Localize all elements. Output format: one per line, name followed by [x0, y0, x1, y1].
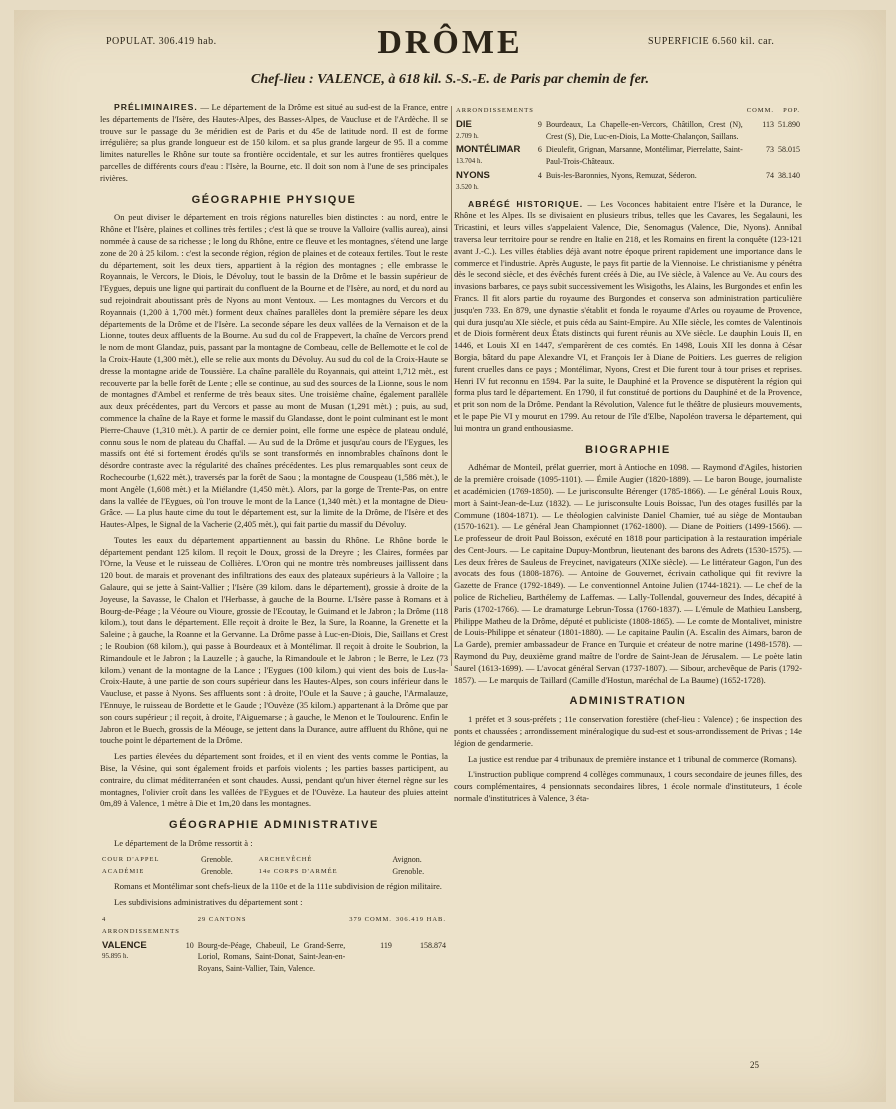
- abrege-text: — Les Voconces habitaient entre l'Isère et la Durance, le Rhône et les Alpes. Ils se divisaient en plusieurs tribus, telles que les Cavares, les Segalauni, les Tricastini, et leurs villes s'appelaient Valence, Die, Senomagus (Valence, Die, Nyons). Annibal traversa leur territoire pour se rendre en Italie en 218, et les Romains en firent la conquête (123-121 avant J.-C.). Les villes établies déjà avant notre époque prirent rapidement une importance dans le commerce et l'industrie. Après Auguste, le pays fit partie de la Viennoise. Le christianisme y pénétra dès le second siècle, et des évêchés furent créés à Die, au IVe siècle, à Valence au Ve. Au cours des invasions barbares, ce pays subit successivement les Wisigoths, les Alains, les Burgondes et enfin les Francs. Il fit alors partie du royaume des Burgondes et conserva son administration particulière jusqu'en 733. En 879, une dynastie s'établit et fonda le royaume d'Arles ou royaume de Provence, qui dura jusqu'au XIe siècle, et puis céda au Saint-Empire. Au XIIe siècle, les comtes de Valentinois et de Diois formèrent deux États distincts qui furent réunis au XVe siècle. Le dauphin Louis II, en 1446, et Louis XI en 1447, s'emparèrent de ces comtés. En 1498, Louis XII les donna à César Borgia, bâtard du pape Alexandre VI, et François Ier à Diane de Poitiers. Les guerres de religion furent cruelles dans ce pays ; Montélimar, Nyons, Crest et Die furent tour à tour prises et reprises. Henri IV fut reconnu en 1594. Par la suite, le Dauphiné et la Provence se disputèrent la région qui forma plus tard le département. En 1790, il fut constitué de portions du Dauphiné et de la Provence, et prit son nom de la Drôme. Pendant la Révolution, Valence fut le théâtre de plusieurs mouvements, et le pape Pie VI y mourut en 1799. Au retour de l'île d'Elbe, Napoléon traversa le département, qui lui montra un grand enthousiasme.: [454, 198, 802, 433]
- arr-col-label: ARRONDISSEMENTS: [456, 107, 534, 114]
- valence-table: [100, 913, 448, 976]
- geo-admin-intro: Le département de la Drôme ressortit à :: [114, 838, 253, 849]
- table-row: [100, 939, 448, 976]
- left-column: [100, 102, 448, 980]
- corps-value: Grenoble.: [392, 866, 425, 876]
- col-comm-label: 379 COMM.: [349, 916, 392, 923]
- arr-name: VALENCE: [102, 939, 147, 951]
- arr-hab: 38.140: [778, 170, 800, 180]
- arr-comm: 113: [762, 119, 774, 129]
- arr-canton-count: 10: [185, 940, 194, 950]
- admin-paragraph-3: L'instruction publique comprend 4 collèges communaux, 1 cours secondaire de jeunes filles, des cours complémentaires, 4 pensionnats secondaires libres, 1 école normale d'instituteurs, 1 école normale d'institutrices à Valence, 3 éta-: [454, 769, 802, 804]
- academie-value: Grenoble.: [201, 866, 233, 876]
- geo-admin-heading: GÉOGRAPHIE ADMINISTRATIVE: [169, 819, 379, 832]
- page-title: DRÔME: [377, 24, 523, 61]
- arr-name: MONTÉLIMAR: [456, 144, 521, 156]
- arr-cantons: Buis-les-Baronnies, Nyons, Remuzat, Séderon.: [545, 170, 697, 180]
- right-column: [454, 102, 802, 809]
- atlas-page: [14, 10, 886, 1102]
- pop-col-label: POP.: [783, 107, 800, 114]
- geo-admin-subdivision: Romans et Montélimar sont chefs-lieux de la 110e et de la 111e subdivision de région militaire.: [114, 881, 442, 892]
- arr-cantons: Dieulefit, Grignan, Marsanne, Montélimar, Pierrelatte, Saint-Paul-Trois-Châteaux.: [545, 145, 743, 167]
- arr-comm: 119: [380, 940, 392, 950]
- academie-label: ACADÉMIE: [102, 867, 145, 875]
- arr-cantons: Bourdeaux, La Chapelle-en-Vercors, Châtillon, Crest (N), Crest (S), Die, Luc-en-Diois, La Motte-Chalançon, Saillans.: [545, 119, 743, 141]
- geo-phys-paragraph-3: Les parties élevées du département sont froides, et il en vient des vents comme le Pontias, la Bise, la Vésine, qui sont également froids et parfois violents ; les parties basses participent, au contraire, du climat méditerranéen et sont chaudes. Aussi, pendant qu'un hiver éternel règne sur les montagnes, l'olivier croît dans les vallées de l'Eygues et de l'Ouvèze. La hauteur des pluies atteint 0m,89 à Valence, 1 mètre à Die et 1m,20 dans les montagnes.: [100, 751, 448, 809]
- admin-heading: ADMINISTRATION: [569, 695, 687, 708]
- arr-pop: 3.520 h.: [456, 182, 479, 191]
- geo-phys-heading: GÉOGRAPHIE PHYSIQUE: [191, 193, 357, 206]
- arr-comm: 74: [766, 170, 774, 180]
- arr-hab: 58.015: [778, 145, 800, 155]
- prelim-text: — Le département de la Drôme est situé au sud-est de la France, entre les départements de l'Isère, des Hautes-Alpes, des Basses-Alpes, de Vaucluse et de l'Ardèche. Il se trouve sur le passage du 3e méridien est de Paris et du 45e de latitude nord. Il est de forme irrégulière; sa plus grande longueur est de 150 kilom. et sa plus grande largeur de 95. Il a comme limites naturelles le Rhône sur toute sa frontière occidentale, et sur les autres frontières quelques parcelles de différents cours d'eau : l'Isère, la Bourne, etc. Il doit son nom à l'une de ses principales rivières.: [100, 102, 448, 183]
- comm-col-label: COMM.: [746, 107, 774, 114]
- admin-paragraph-2: La justice est rendue par 4 tribunaux de première instance et 1 tribunal de commerce (Romans).: [468, 753, 797, 764]
- table-row: [454, 118, 802, 144]
- archeveche-value: Avignon.: [392, 854, 422, 864]
- bio-heading: BIOGRAPHIE: [585, 443, 671, 456]
- arr-cantons: Bourg-de-Péage, Chabeuil, Le Grand-Serre, Loriol, Romans, Saint-Donat, Saint-Jean-en-Royans, Saint-Vallier, Tain, Valence.: [197, 940, 346, 974]
- page-subtitle: Chef-lieu : VALENCE, à 618 kil. S.-S.-E. de Paris par chemin de fer.: [251, 72, 649, 87]
- cour-label: COUR D'APPEL: [102, 855, 160, 863]
- arr-pop: 13.704 h.: [456, 157, 483, 166]
- geo-phys-paragraph-1: On peut diviser le département en trois régions naturelles bien distinctes : au nord, entre le Rhône et l'Isère, plaines et collines très fertiles ; c'est là que se trouve la Valloire (vallis aurea), ainsi nommée à cause de sa richesse ; le long du Rhône, entre ce fleuve et les montagnes, s'étend une large zone de 20 à 25 kilom. : c'est la seconde région, région de plaines et de coteaux fertiles. Tout le reste du département, soit les deux tiers, appartient à la région des montagnes ; elle embrasse le Royannais, le Vercors, le Diois, le Dévoluy, tout le bassin de la Drôme et le bassin supérieur de l'Eygues, depuis une ligne qui partirait du confluent de la Bourne et de l'Isère, au nord, et du nord au sud rejoindrait aboutissant près de Nyons au mont Ventoux. — Les montagnes du Vercors et du Royannais (1,200 à 1,700 mèt.) forment deux chaînes parallèles dont la première sépare les deux départements de la Drôme et de l'Isère. La seconde sépare les deux vallées de la Vernaison et de la Lionne, toutes deux affluents de la Bourne. Au sud du col de Frappevert, la chaîne de Vercors prend le nom de mont Glandaz, puis, passant par la montagne de Combeau, celle de Bellemotte et le col de la Croix-Haute (1,300 mèt.), elle se relie aux monts du Dévoluy. Au sud du col de la Croix-Haute se dresse la montagne aride de Toussière. La chaîne parallèle du Royannais, qui atteint 1,712 mèt., est recouverte par la belle forêt de Lente ; elle se continue, au sud des sources de la Lionne, sous le nom de montagnes d'Ambel et renferme de très beaux sites. Une troisième chaîne, également parallèle aux deux précédentes, part du Vercors et passe au mont de Musan (1,291 mèt.) ; puis, au sud, commence la chaîne de la Raye et forme le massif du Glandasse, dont le point culminant est le mont Pierre-Chauve (1,310 mèt.). A partir de ce dernier point, elle forme une espèce de plateau ondulé, connu sous le nom de plateau du Chaffal. — Au sud de la Drôme et jusqu'au cours de l'Eygues, les massifs ont été si fortement érodés qu'ils se sont transformés en innombrables chaînons dont le désordre contraste avec la régularité des chaînes précédentes. Les plus remarquables sont ceux de Rochecourbe (1,622 mèt.), traversés par la forêt de Saou ; la montagne de Couspeau (1,586 mèt.), le mont Angèle (1,608 mèt.) et la Miélandre (1,450 mèt.). Alors, par la gorge de Trente-Pas, on entre dans la vallée de l'Eygues, où l'on trouve le mont de la Lance (1,340 mèt.) et la montagne de Dieu-Grâce. — La plus haute cime du tout le département est, sur la limite de la Drôme, de l'Isère et des Hautes-Alpes, le Signal de la Vacherie (2,405 mèt.), qui fait partie du massif du Dévoluy.: [100, 212, 448, 530]
- geo-admin-list-intro: Les subdivisions administratives du département sont :: [114, 897, 303, 908]
- arr-canton-count: 4: [537, 170, 542, 180]
- arr-name: NYONS: [456, 169, 490, 181]
- table-row: [454, 143, 802, 169]
- bio-paragraph: Adhémar de Monteil, prélat guerrier, mort à Antioche en 1098. — Raymond d'Agiles, historien de la première croisade (1095-1101). — Émile Augier (1820-1889). — Le baron Bouge, journaliste et académicien (1769-1850). — Le jurisconsulte Bérenger (1785-1866). — Le général Louis Roux, mort à Saint-Jean-de-Luz (1832). — Le jurisconsulte Louis Boissac, l'un des otages fusillés par la Commune (1804-1871). — Le théologien calviniste Daniel Chamier, tué au siège de Montauban (1570-1621). — Le général Jean Championnet (1762-1800). — Diane de Poitiers (1499-1566). — Le professeur de droit Paul Boisson, exécuté en 1818 pour participation à la restauration impériale des Cent-Jours. — Le capitaine Dupuy-Montbrun, lieutenant des barons des Adrets (1530-1575). — Les deux frères de Sauleus de Freycinet, navigateurs (XIXe siècle). — Le littérateur Gagon, l'un des avocats des fous (1808-1876). — Antoine de Gouvernet, écrivain catholique qui fit revivre la Gazette de France (1792-1849). — Le conventionnel Antoine Julien (1744-1821). — Le chef de la police de Richelieu, Barthélemy de Laffemas. — Lally-Tollendal, gouverneur des Indes, décapité à Paris (1702-1766). — Le dramaturge Lebrun-Tossa (1760-1837). — L'émule de Mathieu Lansberg, Philippe Matheu de la Drôme, député et publiciste (1808-1865). — Le comte de Montalivet, ministre de Louis-Philippe et sénateur (1801-1880). — Le capitaine Paulin (A. Escalin des Aimars, baron de La Garde), premier ambassadeur de France en Turquie et créateur de notre marine (1498-1578). — Raymond du Puy, deuxième grand maître de l'ordre de Saint-Jean de Jérusalem. — Le poète latin Saurel (1613-1699). — L'avocat général Servan (1737-1807). — Sibour, archevêque de Paris (1792-1857). — Le marquis de Taillard (Camille d'Hostun, maréchal de La Baume) (1652-1728).: [454, 462, 802, 685]
- arr-pop: 95.895 h.: [102, 952, 129, 961]
- arr-pop: 2.709 h.: [456, 131, 479, 140]
- superficie-label: SUPERFICIE 6.560 kil. car.: [648, 36, 775, 47]
- arr-table: [454, 104, 802, 195]
- admin-paragraph-1: 1 préfet et 3 sous-préfets ; 11e conservation forestière (chef-lieu : Valence) ; 6e inspection des ponts et chaussées ; arrondissement minéralogique du sud-est et sous-arrondissement de Privas ; 14e légion de gendarmerie.: [454, 714, 802, 748]
- corps-label: 14e CORPS D'ARMÉE: [258, 867, 338, 875]
- prelim-lead: PRÉLIMINAIRES.: [114, 102, 198, 112]
- ressort-table: [100, 854, 448, 878]
- col-arr-label: 4 ARRONDISSEMENTS: [102, 916, 180, 935]
- arr-hab: 158.874: [420, 940, 446, 950]
- page-number: 25: [750, 1060, 759, 1070]
- abrege-paragraph: [454, 199, 802, 435]
- arr-comm: 73: [766, 145, 774, 155]
- column-divider: [451, 106, 452, 666]
- cour-value: Grenoble.: [201, 854, 233, 864]
- arr-hab: 51.890: [778, 119, 800, 129]
- col-pop-label: 306.419 HAB.: [395, 916, 446, 923]
- col-cantons-label: 29 CANTONS: [197, 916, 247, 923]
- arr-canton-count: 9: [537, 119, 542, 129]
- prelim-paragraph: [100, 102, 448, 185]
- population-label: POPULAT. 306.419 hab.: [106, 36, 217, 47]
- geo-phys-paragraph-2: Toutes les eaux du département appartiennent au bassin du Rhône. Le Rhône borde le département pendant 125 kilom. Il reçoit le Doux, grossi de la Dreyre ; les Claires, formées par l'Orne, la Veuse et le ruisseau de Collières. L'Oron qui ne montre très nombreuses jaillissent dans 120 bout. de marais et provenant des infiltrations des eaux des plateaux supérieurs à la Valloire ; la Galaure, qui se jette à Saint-Vallier ; l'Isère (39 kilom. dans le département), grossie à droite de la Joyeuse, la Savasse, le Chalon et l'Herbasse, à gauche de la Bourne. L'Isère passe à Romans et à Bourg-de-Péage ; la Véoure ou Vioure, grossie de l'Ecoutay, le Guimand et le Jabron ; la Drôme (118 kilom.), tout dans le département. Elle reçoit à droite le Bez, la Sure, la Roanne, la Grenette et la Saleine ; à gauche, la Roanne et la Gervanne. La Drôme passe à Luc-en-Diois, Die, Saillans et Crest ; le Roubion (68 kilom.), qui passe à Bourdeaux et à Montélimar. Il reçoit à droite le Soubrion, la Rimandoule et le Jabron ; la Lauzelle ; à gauche, la Rimandoule et le Jabron ; le Berre, le Lez (73 kilom.) venant de la montagne de la Lance ; l'Eygues (100 kilom.) qui vient des bois de Lus-la-Croix-Haute, à une partie de son cours supérieur dans les Hautes-Alpes, son cours inférieur dans le Vaucluse, et passe à Nyons. Ses affluents sont : à droite, l'Oule et la Sauve ; à gauche, l'Armalauze, l'Ennuye, le ruisseau de Bordette et le Gaude ; l'Ouvèze (35 kilom.) appartenant à la Drôme que par son cours supérieur ; il reçoit, à droite, l'Aiguemarse ; à gauche, le Menon et le Toulourenc. Enfin le Jabron et le Buech, grossis de la Méouge, se jettent dans la Durance, autre affluent du Rhône, qui ne touche point le département de la Drôme.: [100, 534, 448, 746]
- abrege-lead: ABRÉGÉ HISTORIQUE.: [468, 198, 584, 209]
- arr-name: DIE: [456, 118, 472, 130]
- archeveche-label: ARCHEVÊCHÉ: [258, 855, 313, 863]
- arr-canton-count: 6: [537, 145, 542, 155]
- table-row: [454, 169, 802, 195]
